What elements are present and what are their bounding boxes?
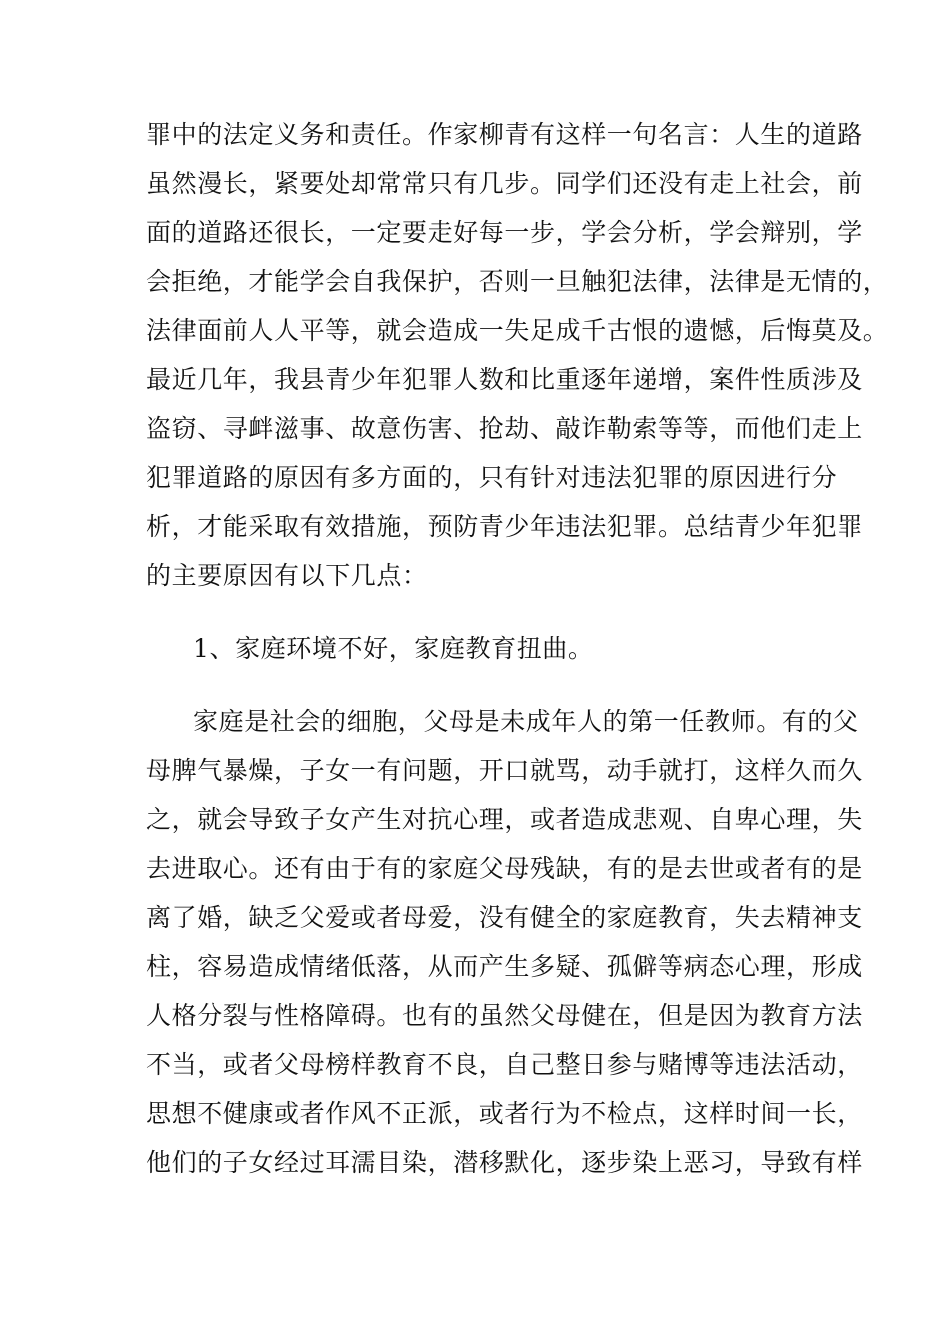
text-line: 法律面前人人平等，就会造成一失足成千古恨的遗憾，后悔莫及。	[146, 316, 889, 345]
text-line: 的主要原因有以下几点：	[146, 561, 428, 590]
text-line: 盗窃、寻衅滋事、故意伤害、抢劫、敲诈勒索等等，而他们走上	[146, 414, 863, 443]
text-line: 犯罪道路的原因有多方面的，只有针对违法犯罪的原因进行分	[146, 463, 838, 492]
text-line: 析，才能采取有效措施，预防青少年违法犯罪。总结青少年犯罪	[146, 512, 863, 541]
section-heading: 1、家庭环境不好，家庭教育扭曲。	[193, 634, 594, 663]
text-line: 不当，或者父母榜样教育不良，自己整日参与赌博等违法活动，	[146, 1050, 863, 1079]
text-line: 他们的子女经过耳濡目染，潜移默化，逐步染上恶习，导致有样	[146, 1148, 863, 1177]
text-line: 人格分裂与性格障碍。也有的虽然父母健在，但是因为教育方法	[146, 1001, 863, 1030]
text-line: 面的道路还很长，一定要走好每一步，学会分析，学会辩别，学	[146, 218, 863, 247]
text-line: 虽然漫长，紧要处却常常只有几步。同学们还没有走上社会，前	[146, 169, 863, 198]
text-line: 最近几年，我县青少年犯罪人数和比重逐年递增，案件性质涉及	[146, 365, 863, 394]
text-line: 柱，容易造成情绪低落，从而产生多疑、孤僻等病态心理，形成	[146, 952, 863, 981]
text-line: 之，就会导致子女产生对抗心理，或者造成悲观、自卑心理，失	[146, 805, 863, 834]
text-line: 家庭是社会的细胞，父母是未成年人的第一任教师。有的父	[193, 707, 859, 736]
text-line: 思想不健康或者作风不正派，或者行为不检点，这样时间一长，	[146, 1099, 863, 1128]
text-line: 去进取心。还有由于有的家庭父母残缺，有的是去世或者有的是	[146, 854, 863, 883]
text-line: 会拒绝，才能学会自我保护，否则一旦触犯法律，法律是无情的，	[146, 267, 889, 296]
text-line: 罪中的法定义务和责任。作家柳青有这样一句名言：人生的道路	[146, 120, 863, 149]
text-line: 母脾气暴燥，子女一有问题，开口就骂，动手就打，这样久而久	[146, 756, 863, 785]
text-line: 离了婚，缺乏父爱或者母爱，没有健全的家庭教育，失去精神支	[146, 903, 863, 932]
